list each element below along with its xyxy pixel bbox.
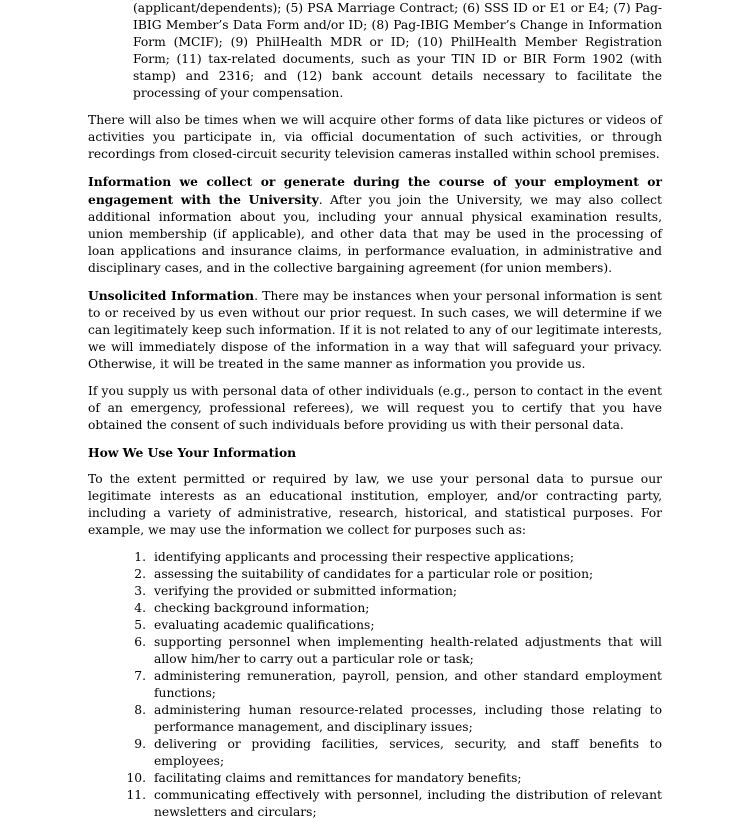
list-item-number: 11. bbox=[126, 788, 146, 802]
list-item-number: 8. bbox=[134, 703, 146, 717]
continued-list-item: (applicant/dependents); (5) PSA Marriage Contract; (6) SSS ID or E1 or E4; (7) Pag-IBIG Member’s Data Form and/or ID; (8) Pag-IBIG Member’s Change in Information Form (MCIF); (9) PhilHealth MDR or ID; (10) PhilHealth Member Registration Form; (11) tax-related documents, such as your TIN ID or BIR Form 1902 (with stamp) and 2316; and (12) bank account details necessary to facilitate the processing of your compensation. bbox=[133, 1, 662, 100]
list-item bbox=[88, 549, 662, 566]
list-item bbox=[88, 668, 662, 702]
employment-body: . After you join the University, we may also collect additional information about you, including your annual physical examination results, union membership (if applicable), and other data that may be used in the processing of loan applications and insurance claims, in performance evaluation, in administrative and disciplinary cases, and in the collective bargaining agreement (for union members). bbox=[88, 193, 663, 275]
list-item-number: 6. bbox=[134, 635, 146, 649]
list-item bbox=[88, 634, 662, 668]
list-item bbox=[88, 787, 662, 821]
unsolicited-paragraph bbox=[88, 287, 662, 373]
list-item bbox=[88, 617, 662, 634]
list-item-text: checking background information; bbox=[154, 601, 370, 615]
unsolicited-lead: Unsolicited Information bbox=[88, 288, 255, 303]
list-item-text: communicating effectively with personnel, including the distribution of relevant newsletters and circulars; bbox=[154, 788, 662, 819]
use-intro-paragraph: To the extent permitted or required by law, we use your personal data to pursue our legitimate interests as an educational institution, employer, and/or contracting party, including a variety of administrative, research, historical, and statistical purposes. For example, we may use the information we collect for purposes such as: bbox=[88, 472, 662, 537]
list-item-number: 1. bbox=[134, 550, 146, 564]
list-item-number: 4. bbox=[134, 601, 146, 615]
employment-lead: Information we collect or generate during the course of your employment or engagement with the University bbox=[88, 174, 662, 207]
document-page bbox=[88, 0, 662, 821]
list-item bbox=[88, 702, 662, 736]
list-item-text: delivering or providing facilities, services, security, and staff benefits to employees; bbox=[154, 737, 662, 768]
purposes-list bbox=[88, 549, 662, 821]
list-item-text: supporting personnel when implementing health-related adjustments that will allow him/her to carry out a particular role or task; bbox=[154, 635, 662, 666]
list-item-number: 7. bbox=[134, 669, 146, 683]
list-item-text: administering human resource-related processes, including those relating to performance management, and disciplinary issues; bbox=[154, 703, 662, 734]
list-item-number: 2. bbox=[134, 567, 146, 581]
list-item bbox=[88, 600, 662, 617]
list-item-text: identifying applicants and processing their respective applications; bbox=[154, 550, 575, 564]
employment-paragraph bbox=[88, 173, 662, 277]
pictures-paragraph: There will also be times when we will acquire other forms of data like pictures or videos of activities you participate in, via official documentation of such activities, or through recordings from closed-circuit security television cameras installed within school premises. bbox=[88, 113, 662, 161]
list-item-text: evaluating academic qualifications; bbox=[154, 618, 375, 632]
list-item bbox=[88, 583, 662, 600]
list-item-number: 9. bbox=[134, 737, 146, 751]
list-item bbox=[88, 770, 662, 787]
list-item-number: 10. bbox=[126, 771, 146, 785]
list-item-number: 5. bbox=[134, 618, 146, 632]
list-item-text: administering remuneration, payroll, pension, and other standard employment functions; bbox=[154, 669, 662, 700]
section-heading: How We Use Your Information bbox=[88, 445, 297, 460]
others-paragraph: If you supply us with personal data of other individuals (e.g., person to contact in the event of an emergency, professional referees), we will request you to certify that you have obtained the consent of such individuals before providing us with their personal data. bbox=[88, 384, 662, 432]
list-item-text: assessing the suitability of candidates for a particular role or position; bbox=[154, 567, 594, 581]
list-item-number: 3. bbox=[134, 584, 146, 598]
list-item-text: facilitating claims and remittances for mandatory benefits; bbox=[154, 771, 522, 785]
list-item-text: verifying the provided or submitted information; bbox=[154, 584, 458, 598]
list-item bbox=[88, 566, 662, 583]
unsolicited-body: . There may be instances when your personal information is sent to or received by us even without our prior request. In such cases, we will determine if we can legitimately keep such information. If it is not related to any of our legitimate interests, we will immediately dispose of the information in a way that will safeguard your privacy. Otherwise, it will be treated in the same manner as information you provide us. bbox=[88, 289, 662, 371]
list-item bbox=[88, 736, 662, 770]
